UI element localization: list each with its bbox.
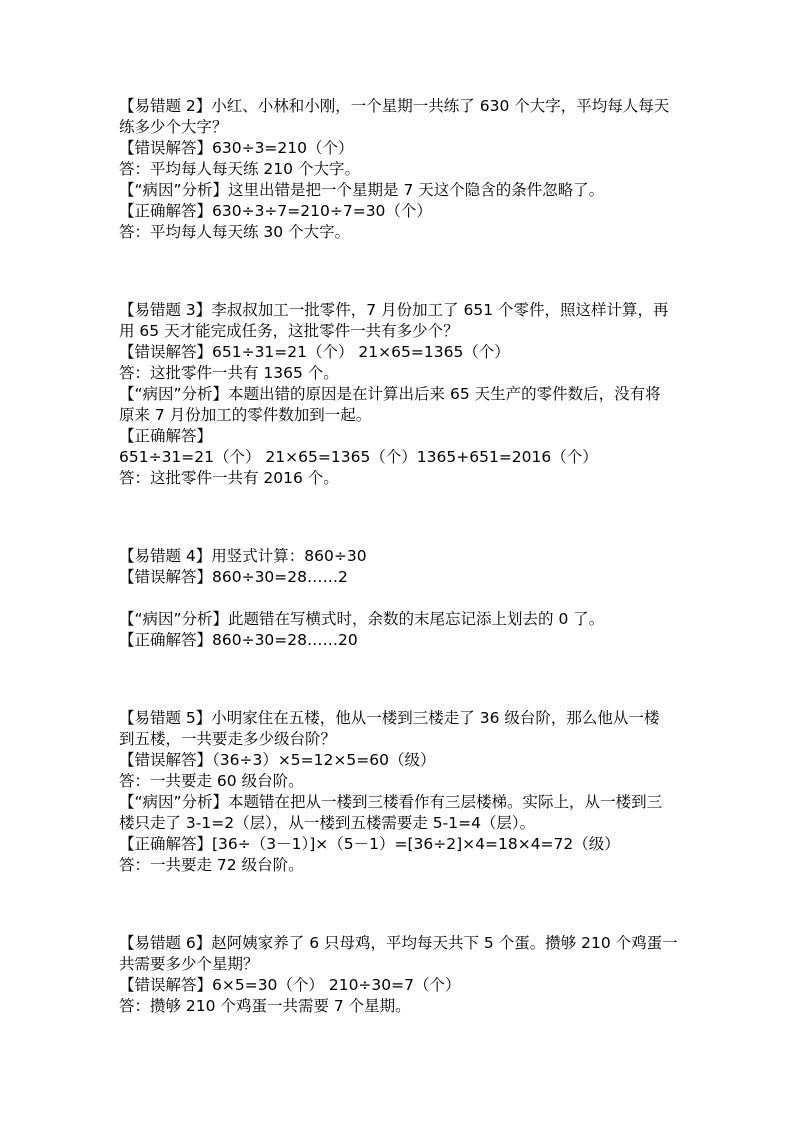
problem-3-correct-reply: 答：这批零件一共有 2016 个。 — [119, 469, 339, 487]
problem-2-line-1: 【易错题 2】小红、小林和小刚，一个星期一共练了 630 个大字，平均每人每天 — [119, 97, 670, 115]
problem-6-wrong-answer: 【错误解答】6×5=30（个） 210÷30=7（个） — [119, 976, 461, 994]
problem-3-correct-calc: 651÷31=21（个） 21×65=1365（个）1365+651=2016（个） — [119, 448, 598, 466]
problem-3-analysis-1: 【“病因”分析】本题出错的原因是在计算出后来 65 天生产的零件数后，没有将 — [119, 385, 661, 403]
problem-2-analysis: 【“病因”分析】这里出错是把一个星期是 7 天这个隐含的条件忽略了。 — [119, 181, 605, 199]
problem-2-line-2: 练多少个大字？ — [119, 118, 228, 136]
problem-2-wrong-answer: 【错误解答】630÷3=210（个） — [119, 139, 354, 157]
problem-5-wrong-answer: 【错误解答】（36÷3）×5=12×5=60（级） — [119, 751, 436, 769]
problem-5-wrong-reply: 答：一共要走 60 级台阶。 — [119, 772, 304, 790]
problem-3-analysis-2: 原来 7 月份加工的零件数加到一起。 — [119, 406, 372, 424]
problem-5-correct-reply: 答：一共要走 72 级台阶。 — [119, 856, 304, 874]
problem-3-wrong-answer: 【错误解答】651÷31=21（个） 21×65=1365（个） — [119, 343, 510, 361]
problem-6-wrong-reply: 答：攒够 210 个鸡蛋一共需要 7 个星期。 — [119, 997, 411, 1015]
problem-4-analysis: 【“病因”分析】此题错在写横式时，余数的末尾忘记添上划去的 0 了。 — [119, 610, 605, 628]
problem-5-line-2: 到五楼，一共要走多少级台阶？ — [119, 730, 337, 748]
problem-3-line-2: 用 65 天才能完成任务，这批零件一共有多少个？ — [119, 322, 459, 340]
problem-4-line-1: 【易错题 4】用竖式计算：860÷30 — [119, 547, 367, 565]
problem-3-line-1: 【易错题 3】李叔叔加工一批零件，7 月份加工了 651 个零件，照这样计算，再 — [119, 301, 669, 319]
problem-6-line-2: 共需要多少个星期？ — [119, 955, 259, 973]
problem-2-wrong-reply: 答：平均每人每天练 210 个大字。 — [119, 160, 360, 178]
problem-5-correct-answer: 【正确解答】[36÷（3－1）]×（5－1）=[36÷2]×4=18×4=72（级） — [119, 835, 620, 853]
problem-5-analysis-1: 【“病因”分析】本题错在把从一楼到三楼看作有三层楼梯。实际上，从一楼到三 — [119, 793, 663, 811]
problem-4-correct-answer: 【正确解答】860÷30=28……20 — [119, 631, 358, 649]
problem-3-correct-heading: 【正确解答】 — [119, 427, 213, 445]
problem-6-line-1: 【易错题 6】赵阿姨家养了 6 只母鸡，平均每天共下 5 个蛋。攒够 210 个鸡蛋一 — [119, 934, 678, 952]
problem-3-wrong-reply: 答：这批零件一共有 1365 个。 — [119, 364, 339, 382]
problem-2-correct-answer: 【正确解答】630÷3÷7=210÷7=30（个） — [119, 202, 432, 220]
problem-2-correct-reply: 答：平均每人每天练 30 个大字。 — [119, 223, 351, 241]
problem-5-line-1: 【易错题 5】小明家住在五楼，他从一楼到三楼走了 36 级台阶，那么他从一楼 — [119, 709, 660, 727]
problem-4-wrong-answer: 【错误解答】860÷30=28……2 — [119, 568, 348, 586]
problem-4-blank — [119, 588, 689, 609]
problem-5-analysis-2: 楼只走了 3-1=2（层），从一楼到五楼需要走 5-1=4（层）。 — [119, 814, 536, 832]
